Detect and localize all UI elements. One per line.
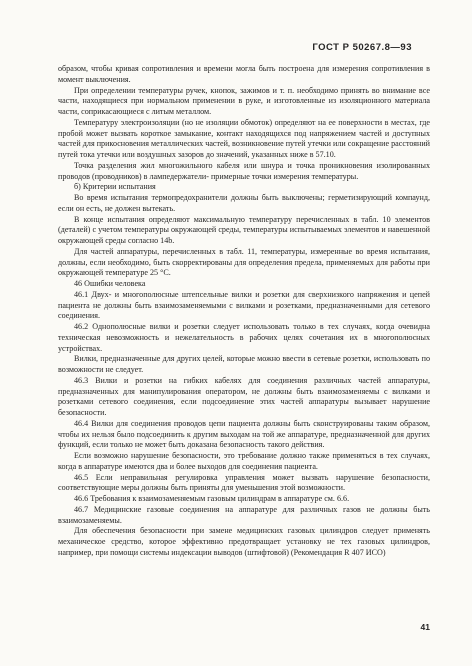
paragraph: Точка разделения жил многожильного кабеля или шнура и точка проникновения изолированных проводов (проводников) в лампедержатели- примерные точки измерения температуры. — [58, 160, 430, 181]
paragraph: Вилки, предназначенные для других целей, которые можно ввести в сетевые розетки, использовать по возможности не следует. — [58, 354, 430, 374]
paragraph: При определении температуры ручек, кнопок, зажимов и т. п. необходимо принять во внимание все части, находящиеся при нормальном применении в руке, и изготовленные из изоляционного материала части, соприкасающиеся с литым металлом. — [58, 85, 430, 116]
paragraph: 46.2 Однополюсные вилки и розетки следует использовать только в тех случаях, когда очевидна техническая невозможность и нежелательность в рабочих целях сочетания их в многополюсных устройствах. — [58, 322, 430, 353]
document-code: ГОСТ Р 50267.8—93 — [312, 42, 412, 53]
paragraph: 46.4 Вилки для соединения проводов цепи пациента должны быть сконструированы таким образом, чтобы их нельзя было подсоединить к другим выходам на той же аппаратуре, предназначенной для других функций, если только не может быть доказана безопасность такого действия. — [58, 418, 430, 450]
page-number: 41 — [420, 622, 430, 632]
paragraph: 46.6 Требования к взаимозаменяемым газовым цилиндрам в аппаратуре см. 6.6. — [74, 494, 350, 503]
paragraph: 46.5 Если неправильная регулировка управления может вызвать нарушение безопасности, соответствующие меры должны быть приняты для уменьшения этой возможности. — [58, 472, 430, 493]
paragraph: Температуру электроизоляции (но не изоляции обмоток) определяют на ее поверхности в местах, где пробой может вызвать короткое замыкание, контакт находящихся под напряжением частей и доступных частей для прикосновения металлических частей, возникновение путей утечки или сокращение расстояний путей тока утечки или воздушных зазоров до значений, указанных ниже в 57.10. — [58, 117, 430, 159]
document-body — [58, 64, 430, 559]
paragraph: Во время испытания термопредохранители должны быть выключены; герметизирующий компаунд, если он есть, не должен вытекать. — [58, 193, 430, 213]
paragraph: б) Критерии испытания — [74, 182, 156, 192]
paragraph: образом, чтобы кривая сопротивления и времени могла быть построена для измерения сопротивления в момент выключения. — [58, 64, 430, 84]
paragraph: 46.7 Медицинские газовые соединения на аппаратуре для различных газов не должны быть взаимозаменяемы. — [58, 504, 430, 525]
paragraph: Для частей аппаратуры, перечисленных в табл. 11, температуры, измеренные во время испытания, должны, если необходимо, быть скорректированы для определения предела, применяемых для работы при окружающей температуре 25 °С. — [58, 246, 430, 278]
paragraph: Если возможно нарушение безопасности, это требование должно также применяться в тех случаях, когда в аппаратуре имеются два и более выходов для соединения пациента. — [58, 451, 430, 471]
paragraph: 46.1 Двух- и многополюсные штепсельные вилки и розетки для сверхнизкого напряжения и цепей пациента не должны быть взаимозаменяемыми с вилками и розетками, предназначенными для сетевого соединения. — [58, 289, 430, 321]
paragraph: 46.3 Вилки и розетки на гибких кабелях для соединения различных частей аппаратуры, предназначенных для манипулирования оператором, не должны быть взаимозаменяемы с вилками и розетками сетевого соединения, если подсоединение этих частей аппаратуры вызывает нарушение безопасности. — [58, 375, 430, 417]
section-heading: 46 Ошибки человека — [74, 279, 146, 288]
paragraph: В конце испытания определяют максимальную температуру перечисленных в табл. 10 элементов (деталей) с учетом температуры окружающей среды, температуры испытываемых элементов и навешенной окружающей среды согласно 14b. — [58, 214, 430, 245]
paragraph: Для обеспечения безопасности при замене медицинских газовых цилиндров следует применять механическое средство, которое эффективно предотвращает установку не тех газовых цилиндров, например, при помощи системы индексации выводов (штифтовой) (Рекомендация R 407 ИСО) — [58, 526, 430, 557]
